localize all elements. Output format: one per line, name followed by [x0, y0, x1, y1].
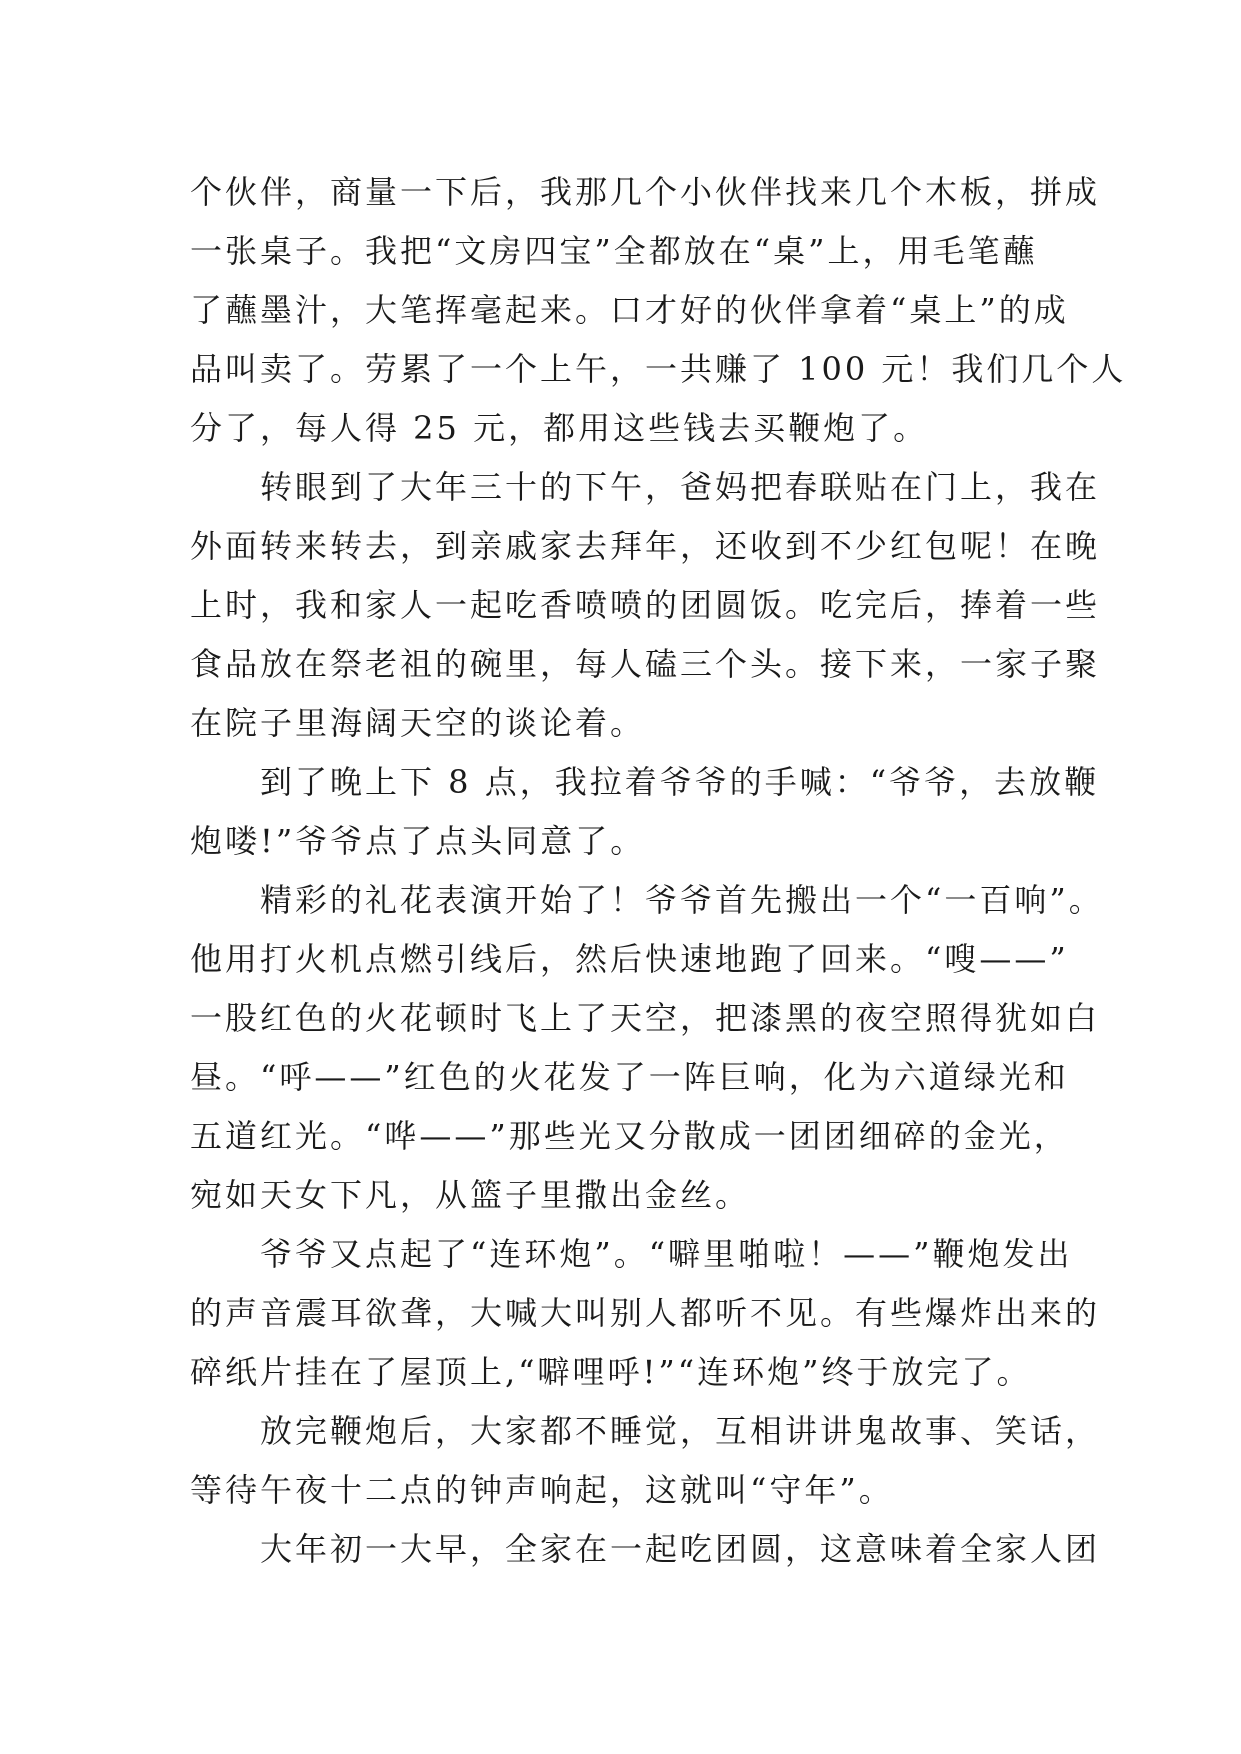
text-line: 食品放在祭老祖的碗里，每人磕三个头。接下来，一家子聚 [190, 645, 1101, 683]
text-line: 一张桌子。我把“文房四宝”全都放在“桌”上，用毛笔蘸 [190, 232, 1038, 270]
text-line: 个伙伴，商量一下后，我那几个小伙伴找来几个木板，拼成 [190, 173, 1101, 211]
text-line: 碎纸片挂在了屋顶上,“噼哩呼!”“连环炮”终于放完了。 [190, 1353, 1032, 1391]
text-line: 宛如天女下凡，从篮子里撒出金丝。 [190, 1176, 751, 1214]
text-line: 他用打火机点燃引线后，然后快速地跑了回来。“嗖——” [190, 940, 1069, 978]
text-line: 到了晚上下 8 点，我拉着爷爷的手喊：“爷爷，去放鞭 [190, 763, 1100, 801]
text-line: 放完鞭炮后，大家都不睡觉，互相讲讲鬼故事、笑话， [190, 1412, 1101, 1450]
text-line: 在院子里海阔天空的谈论着。 [190, 704, 646, 742]
body-text [190, 163, 1127, 1579]
text-line: 分了，每人得 25 元，都用这些钱去买鞭炮了。 [190, 409, 929, 447]
text-line: 昼。“呼——”红色的火花发了一阵巨响，化为六道绿光和 [190, 1058, 1069, 1096]
text-line: 上时，我和家人一起吃香喷喷的团圆饭。吃完后，捧着一些 [190, 586, 1101, 624]
text-line: 五道红光。“哗——”那些光又分散成一团团细碎的金光， [190, 1117, 1069, 1155]
text-line: 一股红色的火花顿时飞上了天空，把漆黑的夜空照得犹如白 [190, 999, 1101, 1037]
text-line: 炮喽!”爷爷点了点头同意了。 [190, 822, 646, 860]
text-line: 了蘸墨汁，大笔挥毫起来。口才好的伙伴拿着“桌上”的成 [190, 291, 1069, 329]
text-line: 外面转来转去，到亲戚家去拜年，还收到不少红包呢！在晚 [190, 527, 1101, 565]
text-line: 大年初一大早，全家在一起吃团圆，这意味着全家人团 [190, 1530, 1101, 1568]
text-line: 精彩的礼花表演开始了！爷爷首先搬出一个“一百响”。 [190, 881, 1104, 919]
text-line: 品叫卖了。劳累了一个上午，一共赚了 100 元！我们几个人 [190, 350, 1127, 388]
text-line: 的声音震耳欲聋，大喊大叫别人都听不见。有些爆炸出来的 [190, 1294, 1101, 1332]
text-line: 转眼到了大年三十的下午，爸妈把春联贴在门上，我在 [190, 468, 1101, 506]
text-line: 爷爷又点起了“连环炮”。“噼里啪啦！——”鞭炮发出 [190, 1235, 1073, 1273]
text-line: 等待午夜十二点的钟声响起，这就叫“守年”。 [190, 1471, 894, 1509]
